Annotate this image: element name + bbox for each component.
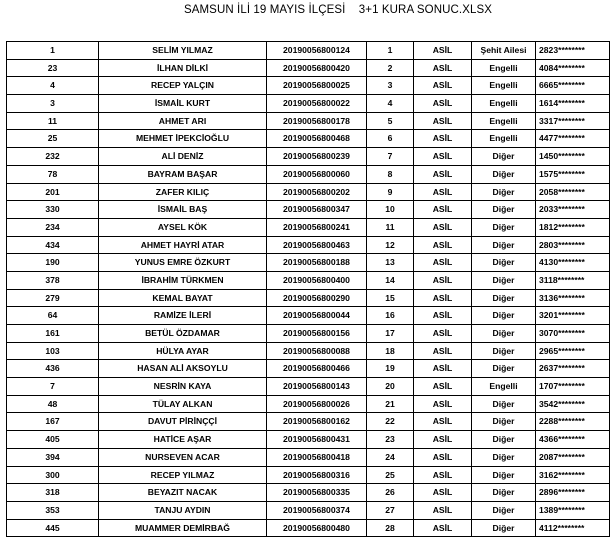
application-number: 20190056800162 xyxy=(267,413,367,431)
applicant-name: İLHAN DİLKİ xyxy=(99,59,267,77)
row-number: 378 xyxy=(7,271,99,289)
selection-type: ASİL xyxy=(414,130,472,148)
draw-rank: 9 xyxy=(367,183,414,201)
draw-rank: 24 xyxy=(367,448,414,466)
results-table xyxy=(6,41,610,537)
application-number: 20190056800466 xyxy=(267,360,367,378)
row-number: 190 xyxy=(7,254,99,272)
selection-type: ASİL xyxy=(414,148,472,166)
draw-rank: 3 xyxy=(367,77,414,95)
table-row xyxy=(7,360,610,378)
applicant-category: Diğer xyxy=(472,448,536,466)
application-number: 20190056800143 xyxy=(267,378,367,396)
masked-id-number: 4084******** xyxy=(536,59,610,77)
applicant-name: RECEP YILMAZ xyxy=(99,466,267,484)
selection-type: ASİL xyxy=(414,484,472,502)
applicant-category: Diğer xyxy=(472,183,536,201)
applicant-name: MEHMET İPEKCİOĞLU xyxy=(99,130,267,148)
application-number: 20190056800178 xyxy=(267,112,367,130)
application-number: 20190056800480 xyxy=(267,519,367,537)
applicant-category: Şehit Ailesi xyxy=(472,42,536,60)
applicant-name: TANJU AYDIN xyxy=(99,501,267,519)
applicant-name: TÜLAY ALKAN xyxy=(99,395,267,413)
draw-rank: 15 xyxy=(367,289,414,307)
draw-rank: 2 xyxy=(367,59,414,77)
masked-id-number: 3162******** xyxy=(536,466,610,484)
table-row xyxy=(7,236,610,254)
applicant-category: Diğer xyxy=(472,484,536,502)
applicant-name: İSMAİL BAŞ xyxy=(99,201,267,219)
masked-id-number: 1389******** xyxy=(536,501,610,519)
table-row xyxy=(7,254,610,272)
applicant-name: HASAN ALİ AKSOYLU xyxy=(99,360,267,378)
row-number: 445 xyxy=(7,519,99,537)
masked-id-number: 1614******** xyxy=(536,95,610,113)
table-row xyxy=(7,501,610,519)
applicant-category: Engelli xyxy=(472,95,536,113)
masked-id-number: 2087******** xyxy=(536,448,610,466)
masked-id-number: 2288******** xyxy=(536,413,610,431)
applicant-category: Diğer xyxy=(472,289,536,307)
draw-rank: 18 xyxy=(367,342,414,360)
table-row xyxy=(7,95,610,113)
table-row xyxy=(7,466,610,484)
selection-type: ASİL xyxy=(414,325,472,343)
row-number: 394 xyxy=(7,448,99,466)
application-number: 20190056800347 xyxy=(267,201,367,219)
masked-id-number: 4477******** xyxy=(536,130,610,148)
draw-rank: 21 xyxy=(367,395,414,413)
application-number: 20190056800241 xyxy=(267,218,367,236)
applicant-name: İSMAİL KURT xyxy=(99,95,267,113)
row-number: 353 xyxy=(7,501,99,519)
draw-rank: 7 xyxy=(367,148,414,166)
masked-id-number: 3201******** xyxy=(536,307,610,325)
masked-id-number: 3317******** xyxy=(536,112,610,130)
row-number: 232 xyxy=(7,148,99,166)
application-number: 20190056800188 xyxy=(267,254,367,272)
application-number: 20190056800290 xyxy=(267,289,367,307)
table-row xyxy=(7,183,610,201)
application-number: 20190056800060 xyxy=(267,165,367,183)
masked-id-number: 2637******** xyxy=(536,360,610,378)
applicant-name: YUNUS EMRE ÖZKURT xyxy=(99,254,267,272)
row-number: 78 xyxy=(7,165,99,183)
row-number: 64 xyxy=(7,307,99,325)
draw-rank: 28 xyxy=(367,519,414,537)
applicant-category: Diğer xyxy=(472,395,536,413)
draw-rank: 8 xyxy=(367,165,414,183)
row-number: 7 xyxy=(7,378,99,396)
draw-rank: 5 xyxy=(367,112,414,130)
masked-id-number: 4366******** xyxy=(536,431,610,449)
masked-id-number: 2965******** xyxy=(536,342,610,360)
draw-rank: 20 xyxy=(367,378,414,396)
table-row xyxy=(7,325,610,343)
draw-rank: 10 xyxy=(367,201,414,219)
selection-type: ASİL xyxy=(414,360,472,378)
selection-type: ASİL xyxy=(414,183,472,201)
draw-rank: 14 xyxy=(367,271,414,289)
applicant-category: Diğer xyxy=(472,519,536,537)
application-number: 20190056800463 xyxy=(267,236,367,254)
application-number: 20190056800420 xyxy=(267,59,367,77)
applicant-name: İBRAHİM TÜRKMEN xyxy=(99,271,267,289)
applicant-name: NURSEVEN ACAR xyxy=(99,448,267,466)
masked-id-number: 3070******** xyxy=(536,325,610,343)
applicant-name: NESRİN KAYA xyxy=(99,378,267,396)
draw-rank: 1 xyxy=(367,42,414,60)
application-number: 20190056800431 xyxy=(267,431,367,449)
row-number: 4 xyxy=(7,77,99,95)
applicant-name: AHMET HAYRİ ATAR xyxy=(99,236,267,254)
application-number: 20190056800374 xyxy=(267,501,367,519)
applicant-category: Diğer xyxy=(472,307,536,325)
application-number: 20190056800202 xyxy=(267,183,367,201)
selection-type: ASİL xyxy=(414,431,472,449)
draw-rank: 6 xyxy=(367,130,414,148)
table-row xyxy=(7,448,610,466)
table-row xyxy=(7,112,610,130)
row-number: 279 xyxy=(7,289,99,307)
row-number: 25 xyxy=(7,130,99,148)
selection-type: ASİL xyxy=(414,519,472,537)
applicant-category: Diğer xyxy=(472,236,536,254)
row-number: 161 xyxy=(7,325,99,343)
application-number: 20190056800400 xyxy=(267,271,367,289)
selection-type: ASİL xyxy=(414,95,472,113)
document-title xyxy=(0,4,614,16)
applicant-category: Engelli xyxy=(472,130,536,148)
masked-id-number: 6665******** xyxy=(536,77,610,95)
application-number: 20190056800088 xyxy=(267,342,367,360)
applicant-category: Diğer xyxy=(472,201,536,219)
masked-id-number: 2803******** xyxy=(536,236,610,254)
masked-id-number: 1812******** xyxy=(536,218,610,236)
applicant-name: SELİM YILMAZ xyxy=(99,42,267,60)
applicant-category: Diğer xyxy=(472,360,536,378)
title-filename: 3+1 KURA SONUC.XLSX xyxy=(358,4,493,16)
applicant-category: Diğer xyxy=(472,431,536,449)
applicant-name: DAVUT PİRİNÇÇİ xyxy=(99,413,267,431)
table-row xyxy=(7,413,610,431)
applicant-category: Engelli xyxy=(472,112,536,130)
masked-id-number: 1707******** xyxy=(536,378,610,396)
applicant-category: Diğer xyxy=(472,325,536,343)
row-number: 3 xyxy=(7,95,99,113)
applicant-category: Diğer xyxy=(472,165,536,183)
title-location: SAMSUN İLİ 19 MAYIS İLÇESİ xyxy=(183,4,346,16)
table-row xyxy=(7,395,610,413)
applicant-name: RAMİZE İLERİ xyxy=(99,307,267,325)
selection-type: ASİL xyxy=(414,236,472,254)
draw-rank: 26 xyxy=(367,484,414,502)
application-number: 20190056800418 xyxy=(267,448,367,466)
table-row xyxy=(7,519,610,537)
table-row xyxy=(7,431,610,449)
applicant-category: Engelli xyxy=(472,378,536,396)
table-row xyxy=(7,59,610,77)
selection-type: ASİL xyxy=(414,201,472,219)
masked-id-number: 2058******** xyxy=(536,183,610,201)
applicant-name: AYSEL KÖK xyxy=(99,218,267,236)
selection-type: ASİL xyxy=(414,378,472,396)
selection-type: ASİL xyxy=(414,112,472,130)
draw-rank: 16 xyxy=(367,307,414,325)
applicant-category: Diğer xyxy=(472,148,536,166)
row-number: 318 xyxy=(7,484,99,502)
draw-rank: 4 xyxy=(367,95,414,113)
application-number: 20190056800468 xyxy=(267,130,367,148)
table-row xyxy=(7,342,610,360)
applicant-category: Diğer xyxy=(472,342,536,360)
row-number: 436 xyxy=(7,360,99,378)
row-number: 201 xyxy=(7,183,99,201)
row-number: 48 xyxy=(7,395,99,413)
draw-rank: 11 xyxy=(367,218,414,236)
application-number: 20190056800335 xyxy=(267,484,367,502)
table-row xyxy=(7,130,610,148)
applicant-category: Diğer xyxy=(472,501,536,519)
selection-type: ASİL xyxy=(414,77,472,95)
draw-rank: 13 xyxy=(367,254,414,272)
selection-type: ASİL xyxy=(414,413,472,431)
selection-type: ASİL xyxy=(414,466,472,484)
applicant-name: AHMET ARI xyxy=(99,112,267,130)
row-number: 23 xyxy=(7,59,99,77)
masked-id-number: 1575******** xyxy=(536,165,610,183)
applicant-category: Diğer xyxy=(472,466,536,484)
masked-id-number: 4112******** xyxy=(536,519,610,537)
applicant-name: HÜLYA AYAR xyxy=(99,342,267,360)
table-row xyxy=(7,42,610,60)
application-number: 20190056800022 xyxy=(267,95,367,113)
draw-rank: 12 xyxy=(367,236,414,254)
application-number: 20190056800026 xyxy=(267,395,367,413)
draw-rank: 27 xyxy=(367,501,414,519)
application-number: 20190056800044 xyxy=(267,307,367,325)
masked-id-number: 2896******** xyxy=(536,484,610,502)
applicant-category: Diğer xyxy=(472,271,536,289)
draw-rank: 23 xyxy=(367,431,414,449)
row-number: 1 xyxy=(7,42,99,60)
selection-type: ASİL xyxy=(414,42,472,60)
table-row xyxy=(7,165,610,183)
applicant-name: ZAFER KILIÇ xyxy=(99,183,267,201)
selection-type: ASİL xyxy=(414,218,472,236)
row-number: 434 xyxy=(7,236,99,254)
selection-type: ASİL xyxy=(414,307,472,325)
table-row xyxy=(7,378,610,396)
row-number: 103 xyxy=(7,342,99,360)
draw-rank: 17 xyxy=(367,325,414,343)
applicant-category: Engelli xyxy=(472,59,536,77)
row-number: 167 xyxy=(7,413,99,431)
applicant-name: BEYAZIT NACAK xyxy=(99,484,267,502)
selection-type: ASİL xyxy=(414,165,472,183)
masked-id-number: 3118******** xyxy=(536,271,610,289)
table-row xyxy=(7,484,610,502)
application-number: 20190056800156 xyxy=(267,325,367,343)
application-number: 20190056800316 xyxy=(267,466,367,484)
results-table-body xyxy=(7,42,610,537)
masked-id-number: 4130******** xyxy=(536,254,610,272)
selection-type: ASİL xyxy=(414,501,472,519)
selection-type: ASİL xyxy=(414,289,472,307)
draw-rank: 25 xyxy=(367,466,414,484)
applicant-category: Diğer xyxy=(472,413,536,431)
applicant-name: KEMAL BAYAT xyxy=(99,289,267,307)
applicant-category: Diğer xyxy=(472,254,536,272)
row-number: 300 xyxy=(7,466,99,484)
applicant-name: ALİ DENİZ xyxy=(99,148,267,166)
table-row xyxy=(7,289,610,307)
masked-id-number: 3136******** xyxy=(536,289,610,307)
table-row xyxy=(7,271,610,289)
row-number: 330 xyxy=(7,201,99,219)
table-row xyxy=(7,307,610,325)
applicant-category: Diğer xyxy=(472,218,536,236)
selection-type: ASİL xyxy=(414,395,472,413)
masked-id-number: 2033******** xyxy=(536,201,610,219)
masked-id-number: 3542******** xyxy=(536,395,610,413)
applicant-name: RECEP YALÇIN xyxy=(99,77,267,95)
selection-type: ASİL xyxy=(414,271,472,289)
masked-id-number: 2823******** xyxy=(536,42,610,60)
table-row xyxy=(7,77,610,95)
applicant-name: BETÜL ÖZDAMAR xyxy=(99,325,267,343)
table-row xyxy=(7,201,610,219)
applicant-name: HATİCE AŞAR xyxy=(99,431,267,449)
table-row xyxy=(7,148,610,166)
applicant-name: BAYRAM BAŞAR xyxy=(99,165,267,183)
masked-id-number: 1450******** xyxy=(536,148,610,166)
application-number: 20190056800025 xyxy=(267,77,367,95)
applicant-category: Engelli xyxy=(472,77,536,95)
selection-type: ASİL xyxy=(414,448,472,466)
application-number: 20190056800124 xyxy=(267,42,367,60)
row-number: 234 xyxy=(7,218,99,236)
draw-rank: 22 xyxy=(367,413,414,431)
selection-type: ASİL xyxy=(414,254,472,272)
selection-type: ASİL xyxy=(414,342,472,360)
row-number: 11 xyxy=(7,112,99,130)
applicant-name: MUAMMER DEMİRBAĞ xyxy=(99,519,267,537)
table-row xyxy=(7,218,610,236)
row-number: 405 xyxy=(7,431,99,449)
selection-type: ASİL xyxy=(414,59,472,77)
draw-rank: 19 xyxy=(367,360,414,378)
application-number: 20190056800239 xyxy=(267,148,367,166)
